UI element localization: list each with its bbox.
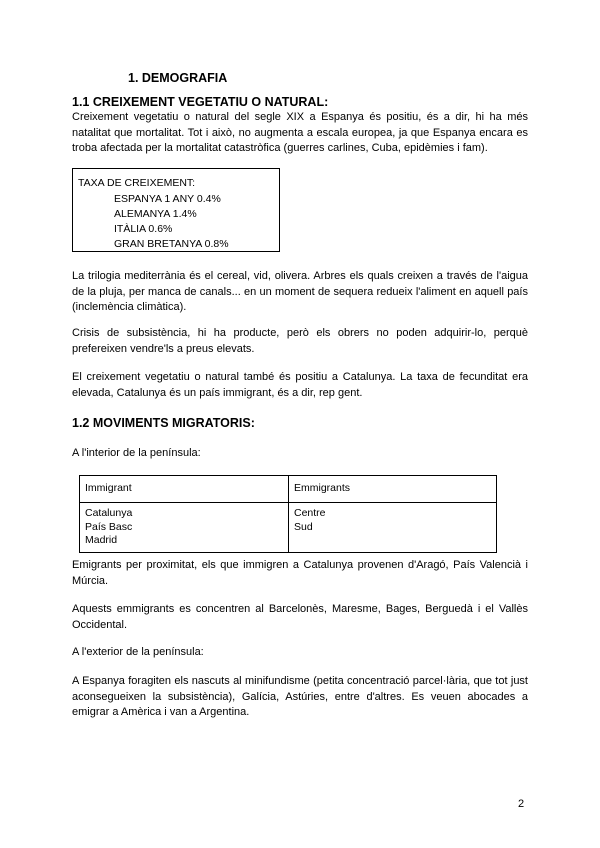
growth-rate-row: GRAN BRETANYA 0.8% (114, 238, 229, 250)
paragraph-concentracio: Aquests emmigrants es concentren al Barcelonès, Maresme, Bages, Berguedà i el Vallès Occidental. (72, 603, 528, 631)
heading-creixement: 1.1 CREIXEMENT VEGETATIU O NATURAL: (72, 95, 329, 109)
immigrant-region: Madrid (85, 534, 118, 546)
paragraph-catalunya: El creixement vegetatiu o natural també és positiu a Catalunya. La taxa de fecunditat era elevada, Catalunya és un país immigrant, és a dir, rep gent. (72, 371, 528, 399)
growth-rate-row: ALEMANYA 1.4% (114, 208, 197, 220)
table-header-row (80, 476, 497, 503)
emigrant-region: Sud (294, 520, 313, 533)
growth-rate-row: ESPANYA 1 ANY 0.4% (114, 193, 221, 205)
paragraph-interior: A l'interior de la península: (72, 447, 201, 459)
growth-rate-box (72, 168, 280, 252)
paragraph-creixement-intro: Creixement vegetatiu o natural del segle XIX a Espanya és positiu, és a dir, hi ha més natalitat que mortalitat. Tot i això, no augmenta a escala europea, ja que Espanya encara es troba afectada per la mortalitat catastròfica (guerres carlines, Cuba, epidèmies i fam). (72, 111, 528, 154)
table-cell (80, 503, 289, 553)
growth-rate-title: TAXA DE CREIXEMENT: (78, 177, 196, 189)
migration-table (79, 475, 497, 553)
immigrant-region: País Basc (85, 520, 133, 533)
section-title: 1. DEMOGRAFIA (128, 71, 228, 85)
paragraph-trilogia: La trilogia mediterrània és el cereal, vid, olivera. Arbres els quals creixen a través de l'aigua de la pluja, per manca de canals... en un moment de sequera redueix l'aliment en aquell país (inclemència climàtica). (72, 270, 528, 313)
page-number: 2 (518, 798, 525, 810)
table-header: Immigrant (80, 476, 289, 503)
paragraph-exterior: A l'exterior de la península: (72, 646, 204, 658)
table-row (80, 503, 497, 553)
table-header: Emmigrants (289, 476, 497, 503)
paragraph-proximitat: Emigrants per proximitat, els que immigren a Catalunya provenen d'Aragó, País Valencià i Múrcia. (72, 559, 528, 587)
growth-rate-row: ITÀLIA 0.6% (114, 223, 173, 235)
emigrant-region: Centre (294, 507, 326, 519)
table-cell (289, 503, 497, 553)
immigrant-region: Catalunya (85, 507, 133, 519)
heading-moviments: 1.2 MOVIMENTS MIGRATORIS: (72, 416, 255, 430)
paragraph-crisis: Crisis de subsistència, hi ha producte, però els obrers no poden adquirir-lo, perquè prefereixen vendre'ls a preus elevats. (72, 327, 528, 355)
paragraph-minifundisme: A Espanya foragiten els nascuts al minifundisme (petita concentració parcel·lària, que tot just aconsegueixen la subsistència), Galícia, Astúries, entre d'altres. Es veuen abocades a emigrar a Amèrica i van a Argentina. (72, 675, 528, 718)
